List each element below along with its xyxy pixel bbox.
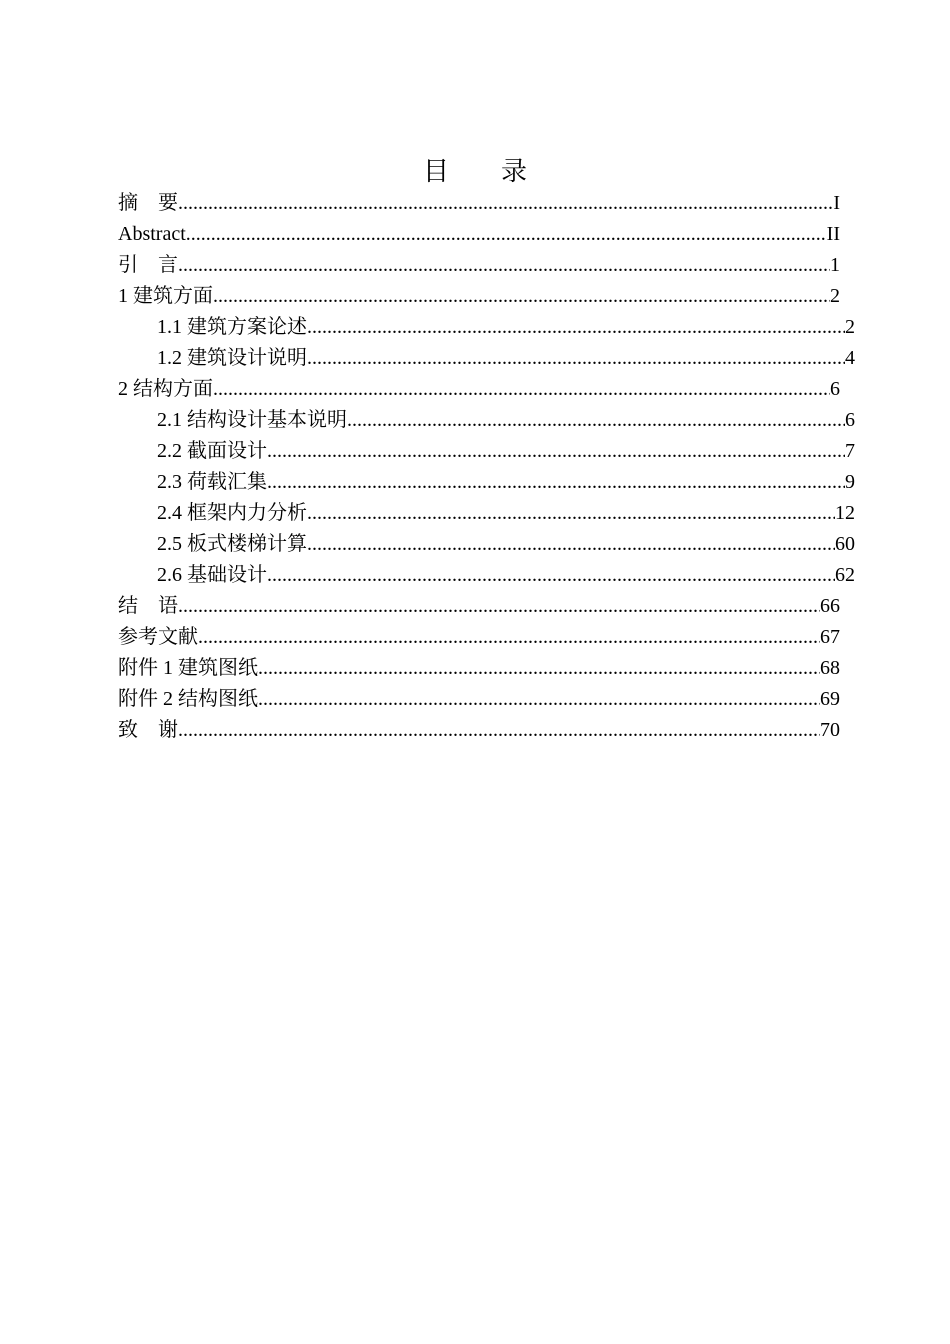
dot-leader [267,436,845,467]
toc-entry-label: 致 谢 [118,719,178,741]
toc-entry-page: I [833,192,840,214]
dot-leader [347,405,845,436]
dot-leader [307,343,845,374]
dot-leader [307,498,835,529]
toc-entry-section-2-3[interactable] [157,467,855,498]
toc-entry-page: 7 [845,440,855,462]
dot-leader [186,219,827,250]
toc-entry-label: 1.1 建筑方案论述 [157,316,307,338]
toc-entry-label: 2.1 结构设计基本说明 [157,409,347,431]
toc-entry-label: 2.6 基础设计 [157,564,267,586]
toc-entry-label: 引 言 [118,254,178,276]
toc-entry-label: 参考文献 [118,626,198,648]
dot-leader [178,715,820,746]
toc-entry-label: 附件 1 建筑图纸 [118,657,258,679]
toc-entry-label: 结 语 [118,595,178,617]
toc-entry-appendix-1[interactable] [118,653,840,684]
toc-entry-page: 9 [845,471,855,493]
toc-entry-abstract-en[interactable] [118,219,840,250]
toc-entry-page: 2 [830,285,840,307]
toc-entry-page: 12 [835,502,855,524]
toc-entry-chapter-1[interactable] [118,281,840,312]
toc-entry-section-2-5[interactable] [157,529,855,560]
dot-leader [213,374,830,405]
toc-entry-page: 69 [820,688,840,710]
toc-entry-label: 2.5 板式楼梯计算 [157,533,307,555]
toc-entry-section-1-2[interactable] [157,343,855,374]
toc-entry-label: 附件 2 结构图纸 [118,688,258,710]
toc-entry-label: 1.2 建筑设计说明 [157,347,307,369]
toc-entry-label: Abstract [118,223,186,245]
toc-list [118,188,858,746]
toc-entry-page: 6 [830,378,840,400]
toc-entry-page: 68 [820,657,840,679]
toc-entry-references[interactable] [118,622,840,653]
toc-entry-chapter-2[interactable] [118,374,840,405]
dot-leader [307,529,835,560]
dot-leader [267,467,845,498]
toc-entry-section-2-2[interactable] [157,436,855,467]
toc-entry-page: 70 [820,719,840,741]
toc-entry-page: 66 [820,595,840,617]
toc-entry-label: 1 建筑方面 [118,285,213,307]
toc-entry-section-2-6[interactable] [157,560,855,591]
toc-entry-page: 1 [830,254,840,276]
toc-entry-acknowledgements[interactable] [118,715,840,746]
toc-entry-conclusion[interactable] [118,591,840,622]
toc-entry-page: 62 [835,564,855,586]
toc-entry-section-2-4[interactable] [157,498,855,529]
toc-entry-label: 2 结构方面 [118,378,213,400]
toc-entry-page: 6 [845,409,855,431]
dot-leader [267,560,835,591]
dot-leader [178,250,830,281]
toc-entry-appendix-2[interactable] [118,684,840,715]
toc-title: 目 录 [422,157,527,186]
dot-leader [258,684,820,715]
dot-leader [307,312,845,343]
toc-entry-label: 2.4 框架内力分析 [157,502,307,524]
toc-entry-page: 60 [835,533,855,555]
toc-entry-page: 2 [845,316,855,338]
toc-entry-page: II [826,223,840,245]
dot-leader [258,653,820,684]
dot-leader [198,622,820,653]
toc-entry-label: 2.2 截面设计 [157,440,267,462]
toc-entry-label: 摘 要 [118,192,178,214]
toc-entry-abstract-cn[interactable] [118,188,840,219]
toc-entry-page: 67 [820,626,840,648]
toc-entry-page: 4 [845,347,855,369]
dot-leader [213,281,830,312]
dot-leader [178,591,820,622]
toc-entry-introduction[interactable] [118,250,840,281]
toc-entry-label: 2.3 荷载汇集 [157,471,267,493]
dot-leader [178,188,833,219]
toc-entry-section-1-1[interactable] [157,312,855,343]
toc-entry-section-2-1[interactable] [157,405,855,436]
